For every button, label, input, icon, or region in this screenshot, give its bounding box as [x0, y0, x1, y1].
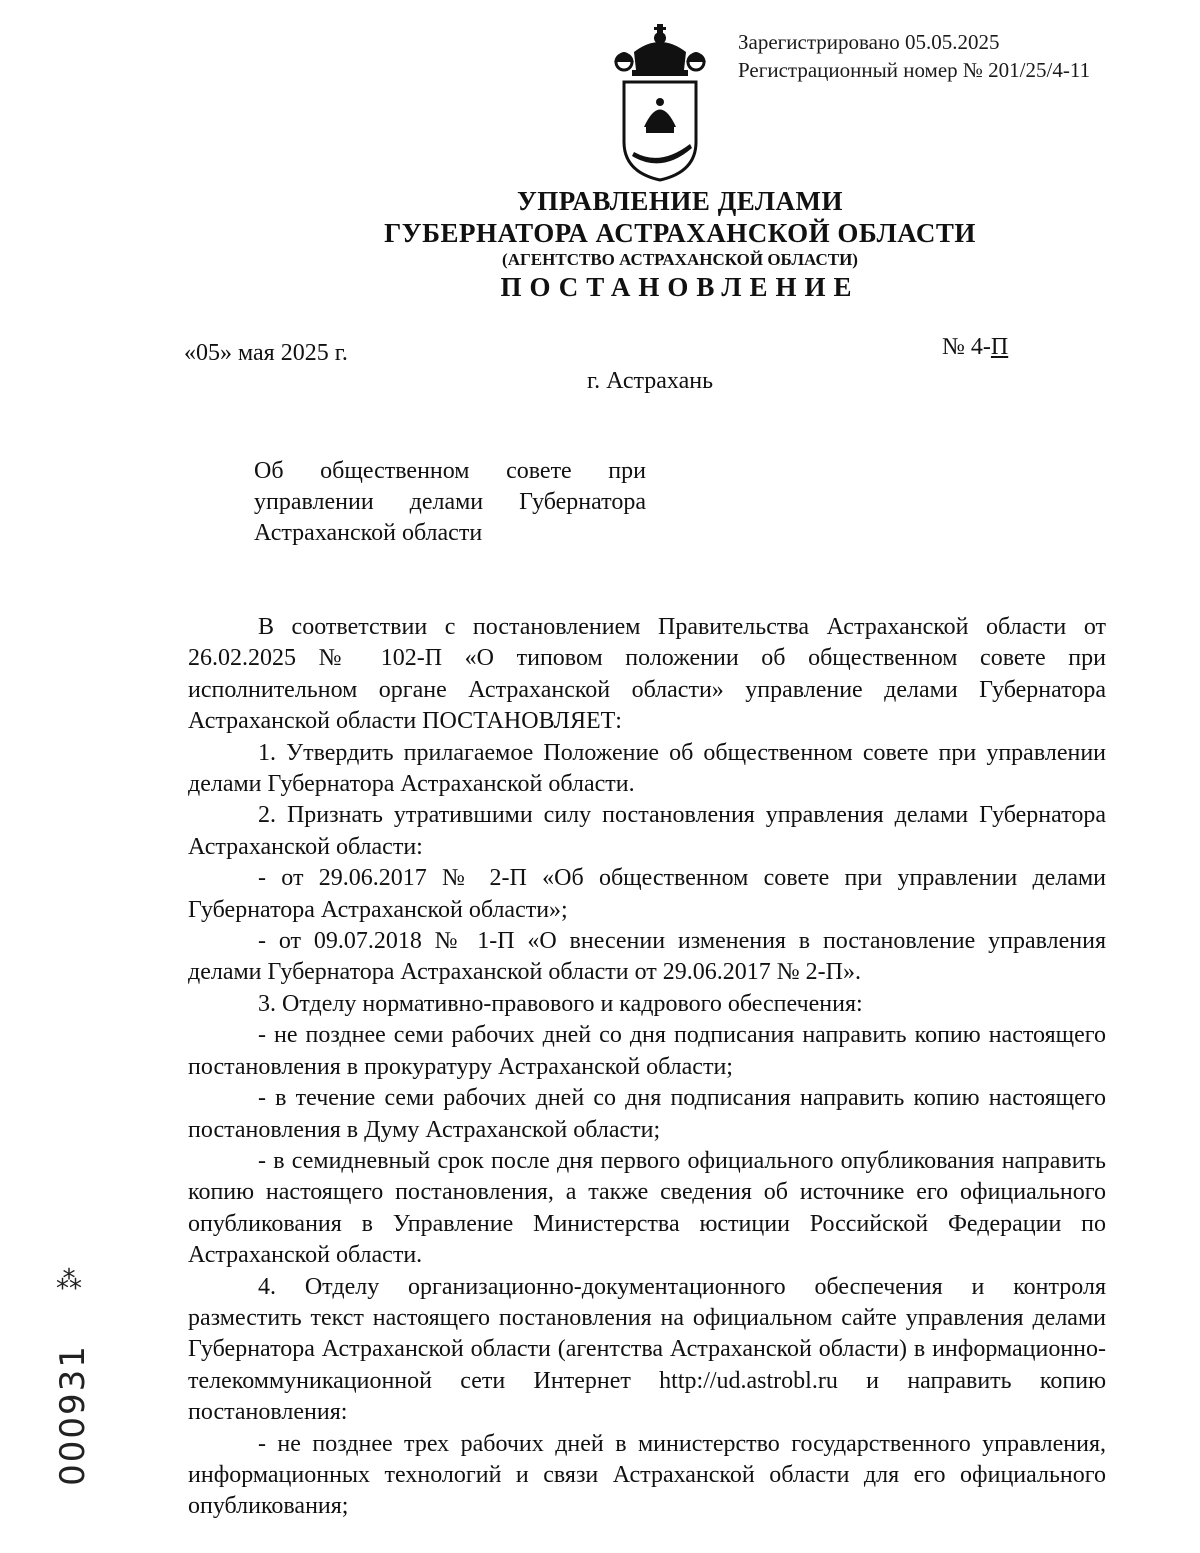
registration-stamp [738, 28, 1090, 84]
registration-number: Регистрационный номер № 201/25/4-11 [738, 58, 1091, 82]
margin-mark: ⁂ [56, 1266, 82, 1296]
document-type: ПОСТАНОВЛЕНИЕ [500, 272, 860, 302]
document-number-prefix: № 4- [942, 334, 991, 360]
org-name-line3: (АГЕНТСТВО АСТРАХАНСКОЙ ОБЛАСТИ) [502, 250, 858, 269]
document-body [188, 612, 1106, 1523]
document-city: г. Астрахань [586, 368, 714, 394]
astrakhan-coat-of-arms-icon [604, 22, 716, 182]
paragraph: - от 29.06.2017 № 2-П «Об общественном совете при управлении делами Губернатора Астраханской области»; [188, 865, 1106, 923]
paragraph: 4. Отделу организационно-документационного обеспечения и контроля разместить текст настоящего постановления на официальном сайте управления делами Губернатора Астраханской области (агентства Астраханской области) в информационно-телекоммуникационной сети Интернет http://ud.astrobl.ru и направить копию постановления: [188, 1273, 1106, 1426]
paragraph: 3. Отделу нормативно-правового и кадрового обеспечения: [258, 990, 863, 1017]
margin-serial-number: 000931 [53, 1344, 93, 1486]
paragraph: - не позднее семи рабочих дней со дня подписания направить копию настоящего постановления в прокуратуру Астраханской области; [188, 1022, 1106, 1080]
document-number-suffix: П [990, 334, 1009, 360]
document-date: «05» мая 2025 г. [184, 340, 348, 366]
paragraph: - в течение семи рабочих дней со дня подписания направить копию настоящего постановления в Думу Астраханской области; [188, 1085, 1106, 1143]
paragraph: - от 09.07.2018 № 1-П «О внесении изменения в постановление управления делами Губернатора Астраханской области от 29.06.2017 № 2-П». [188, 928, 1106, 986]
org-name-line2: ГУБЕРНАТОРА АСТРАХАНСКОЙ ОБЛАСТИ [384, 218, 976, 248]
paragraph: В соответствии с постановлением Правительства Астраханской области от 26.02.2025 № 102-П «О типовом положении об общественном совете при исполнительном органе Астраханской области» управление делами Губернатора Астраханской области ПОСТАНОВЛЯЕТ: [188, 614, 1106, 735]
paragraph: - в семидневный срок после дня первого официального опубликования направить копию настоящего постановления, а также сведения об источнике его официального опубликования в Управление Министерства юстиции Российской Федерации по Астраханской области. [188, 1147, 1106, 1269]
paragraph: 1. Утвердить прилагаемое Положение об общественном совете при управлении делами Губернатора Астраханской области. [188, 739, 1106, 798]
document-number [942, 334, 1008, 361]
paragraph: - не позднее трех рабочих дней в министерство государственного управления, информационных технологий и связи Астраханской области для его официального опубликования; [188, 1430, 1106, 1520]
org-name-line1: УПРАВЛЕНИЕ ДЕЛАМИ [516, 186, 844, 216]
registration-date: Зарегистрировано 05.05.2025 [738, 30, 1000, 54]
document-title: Об общественном совете при управлении делами Губернатора Астраханской области [254, 458, 646, 546]
paragraph: 2. Признать утратившими силу постановления управления делами Губернатора Астраханской области: [188, 802, 1106, 860]
